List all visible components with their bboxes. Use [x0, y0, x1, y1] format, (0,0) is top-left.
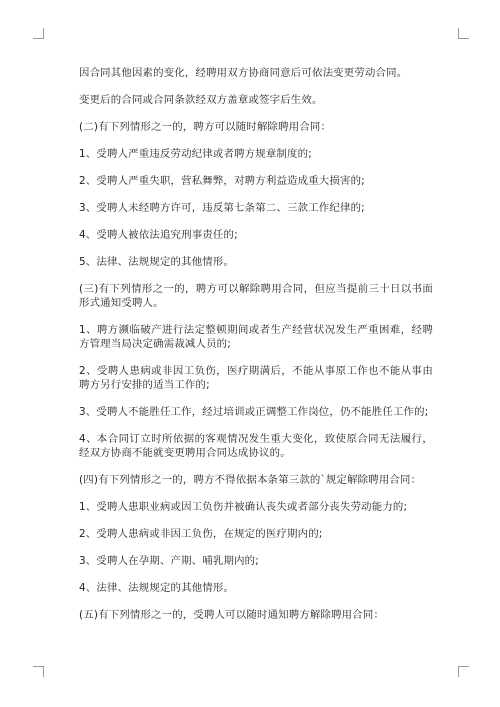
corner-mark-bottom-left: [33, 666, 44, 677]
corner-mark-top-right: [458, 28, 469, 39]
list-item: 4、本合同订立时所依据的客观情况发生重大变化，致使原合同无法履行，经双方协商不能就变更聘用合同达成协议的。: [79, 433, 433, 459]
corner-mark-bottom-right: [458, 666, 469, 677]
list-item: 3、受聘人在孕期、产期、哺乳期内的;: [79, 555, 259, 567]
document-body: [79, 66, 433, 635]
corner-mark-top-left: [33, 28, 44, 39]
list-item: 4、法律、法规规定的其他情形。: [79, 582, 235, 594]
list-item: 3、受聘人未经聘方许可，违反第七条第二、三款工作纪律的;: [79, 202, 365, 214]
list-item: 2、受聘人严重失职，营私舞弊，对聘方利益造成重大损害的;: [79, 175, 365, 187]
list-item: 2、受聘人患病或非因工负伤，在规定的医疗期内的;: [79, 528, 323, 540]
list-item: 1、聘方濒临破产进行法定整顿期间或者生产经营状况发生严重困难，经聘方管理当局决定确需裁减人员的;: [79, 324, 433, 350]
list-item: 3、受聘人不能胜任工作，经过培训或正调整工作岗位，仍不能胜任工作的;: [79, 406, 429, 418]
paragraph-1: 因合同其他因素的变化，经聘用双方协商同意后可依法变更劳动合同。: [79, 67, 408, 79]
list-item: 5、法律、法规规定的其他情形。: [79, 256, 235, 268]
list-item: 1、受聘人严重违反劳动纪律或者聘方规章制度的;: [79, 148, 312, 160]
section-heading-4: (四)有下列情形之一的，聘方不得依据本条第三款的`规定解除聘用合同：: [79, 474, 422, 486]
paragraph-2: 变更后的合同或合同条款经双方盖章或签字后生效。: [79, 94, 323, 106]
list-item: 2、受聘人患病或非因工负伤，医疗期满后，不能从事原工作也不能从事由聘方另行安排的适当工作的;: [79, 365, 433, 391]
list-item: 4、受聘人被依法追究刑事责任的;: [79, 229, 238, 241]
section-heading-5: (五)有下列情形之一的，受聘人可以随时通知聘方解除聘用合同：: [79, 609, 385, 621]
section-heading-3: (三)有下列情形之一的，聘方可以解除聘用合同，但应当提前三十日以书面形式通知受聘人。: [79, 283, 433, 309]
section-heading-2: (二)有下列情形之一的，聘方可以随时解除聘用合同：: [79, 121, 332, 133]
list-item: 1、受聘人患职业病或因工负伤并被确认丧失或者部分丧失劳动能力的;: [79, 501, 408, 513]
